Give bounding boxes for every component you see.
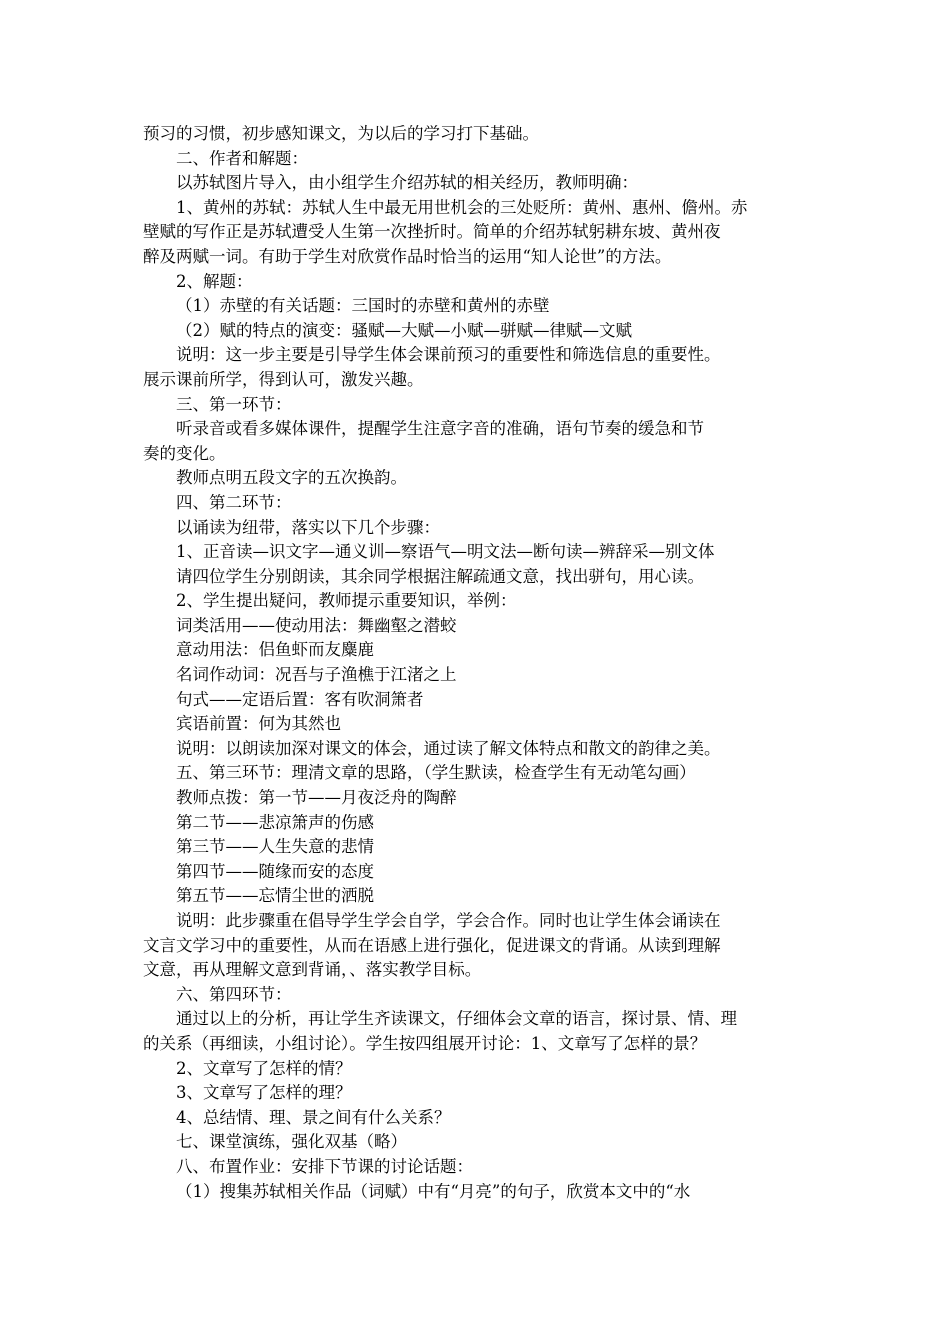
text-line: 壁赋的写作正是苏轼遭受人生第一次挫折时。简单的介绍苏轼躬耕东坡、黄州夜: [143, 222, 721, 242]
text-line: 奏的变化。: [143, 443, 226, 463]
text-line: 3、文章写了怎样的理？: [176, 1083, 352, 1103]
text-line: 醉及两赋一词。有助于学生对欣赏作品时恰当的运用“知人论世”的方法。: [143, 246, 672, 266]
document-body: [143, 122, 815, 1204]
text-line: 教师点拨：第一节——月夜泛舟的陶醉: [176, 788, 457, 808]
text-line: （2）赋的特点的演变：骚赋—大赋—小赋—骈赋—律赋—文赋: [176, 320, 632, 340]
text-line: 四、第二环节：: [176, 492, 292, 512]
text-line: 以苏轼图片导入，由小组学生介绍苏轼的相关经历，教师明确：: [176, 173, 638, 193]
text-line: 教师点明五段文字的五次换韵。: [176, 468, 407, 488]
text-line: （1）赤壁的有关话题：三国时的赤壁和黄州的赤壁: [176, 296, 550, 316]
text-line: 六、第四环节：: [176, 984, 292, 1004]
text-line: 2、文章写了怎样的情？: [176, 1058, 352, 1078]
text-line: 五、第三环节：理清文章的思路，（学生默读，检查学生有无动笔勾画）: [176, 763, 696, 783]
text-line: 第四节——随缘而安的态度: [176, 861, 374, 881]
text-line: 二、作者和解题：: [176, 148, 308, 168]
text-line: 意动用法：侣鱼虾而友麋鹿: [176, 640, 374, 660]
text-line: 说明：以朗读加深对课文的体会，通过读了解文体特点和散文的韵律之美。: [176, 738, 721, 758]
text-line: 八、布置作业：安排下节课的讨论话题：: [176, 1156, 473, 1176]
text-line: 名词作动词：况吾与子渔樵于江渚之上: [176, 665, 457, 685]
text-line: 2、解题：: [176, 271, 253, 291]
text-line: 1、正音读—识文字—通义训—察语气—明文法—断句读—辨辞采—别文体: [176, 542, 715, 562]
text-line: 听录音或看多媒体课件，提醒学生注意字音的准确，语句节奏的缓急和节: [176, 419, 704, 439]
text-line: 文意，再从理解文意到背诵，、落实教学目标。: [143, 960, 482, 980]
text-line: 句式——定语后置：客有吹洞箫者: [176, 689, 424, 709]
text-line: 的关系（再细读，小组讨论）。学生按四组展开讨论：1、文章写了怎样的景？: [143, 1033, 707, 1053]
text-line: 第三节——人生失意的悲情: [176, 837, 374, 857]
text-line: 第二节——悲凉箫声的伤感: [176, 812, 374, 832]
text-line: 第五节——忘情尘世的洒脱: [176, 886, 374, 906]
text-line: 展示课前所学，得到认可，激发兴趣。: [143, 369, 424, 389]
text-line: 预习的习惯，初步感知课文，为以后的学习打下基础。: [143, 124, 539, 143]
text-line: 请四位学生分别朗读，其余同学根据注解疏通文意，找出骈句，用心读。: [176, 566, 704, 586]
text-line: 4、总结情、理、景之间有什么关系？: [176, 1107, 451, 1127]
text-line: 宾语前置：何为其然也: [176, 714, 341, 734]
text-line: 说明：这一步主要是引导学生体会课前预习的重要性和筛选信息的重要性。: [176, 345, 721, 365]
text-line: 以诵读为纽带，落实以下几个步骤：: [176, 517, 440, 537]
text-line: 1、黄州的苏轼：苏轼人生中最无用世机会的三处贬所：黄州、惠州、儋州。赤: [176, 197, 748, 217]
text-line: 三、第一环节：: [176, 394, 292, 414]
text-line: 七、课堂演练，强化双基（略）: [176, 1132, 407, 1152]
text-line: （1）搜集苏轼相关作品（词赋）中有“月亮”的句子，欣赏本文中的“水: [176, 1181, 691, 1201]
text-line: 词类活用——使动用法：舞幽壑之潜蛟: [176, 615, 457, 635]
text-line: 文言文学习中的重要性，从而在语感上进行强化，促进课文的背诵。从读到理解: [143, 935, 721, 955]
text-line: 通过以上的分析，再让学生齐读课文，仔细体会文章的语言，探讨景、情、理: [176, 1009, 737, 1029]
text-line: 说明：此步骤重在倡导学生学会自学，学会合作。同时也让学生体会诵读在: [176, 911, 721, 930]
text-line: 2、学生提出疑问，教师提示重要知识，举例：: [176, 591, 517, 611]
